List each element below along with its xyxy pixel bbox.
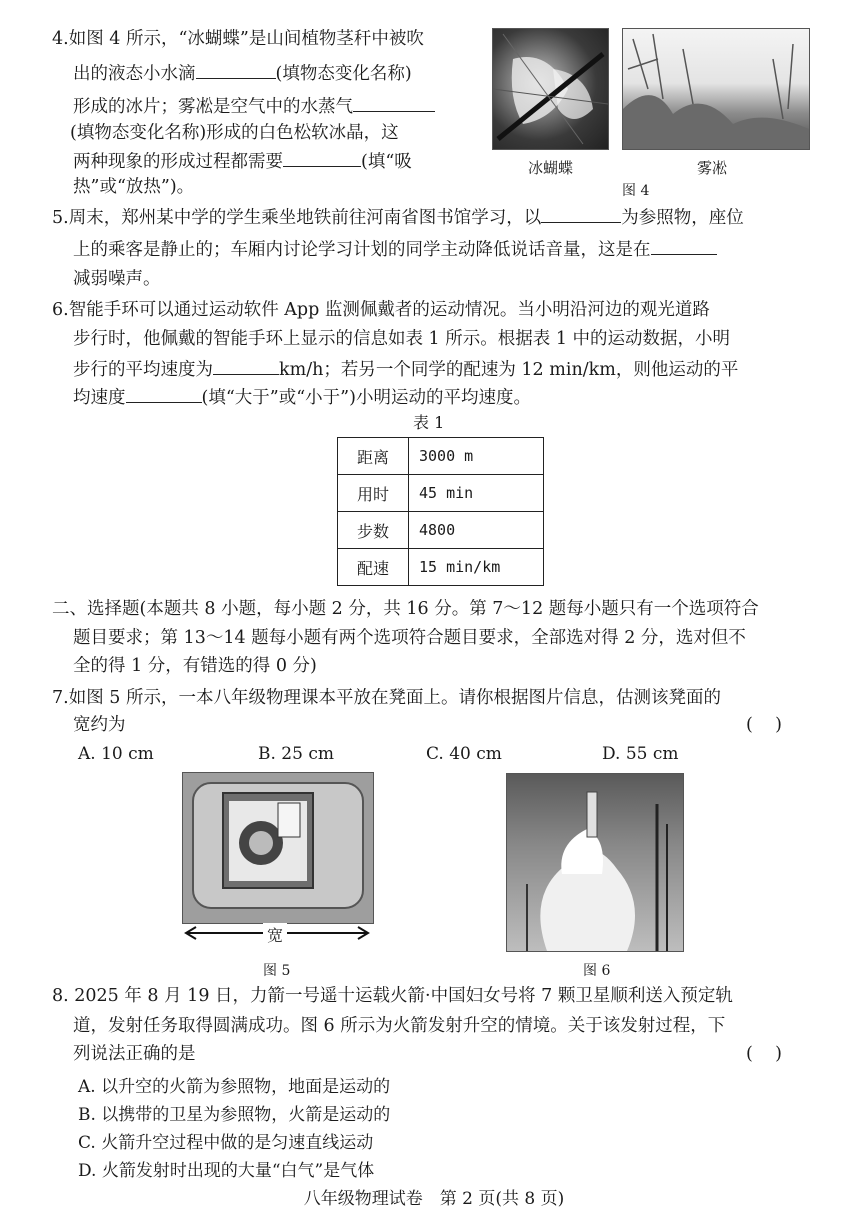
q6-text: 步行的平均速度为 — [73, 360, 213, 380]
q4-line-4: (填物态变化名称)形成的白色松软冰晶，这 — [70, 123, 399, 143]
stool-image — [183, 773, 373, 923]
q6-blank-2[interactable] — [126, 384, 202, 403]
q8-option-a[interactable]: A. 以升空的火箭为参照物，地面是运动的 — [78, 1077, 391, 1097]
q7-option-c[interactable]: C. 40 cm — [426, 744, 502, 764]
section2-line-1: 二、选择题(本题共 8 小题，每小题 2 分，共 16 分。第 7～12 题每小题只有一个选项符合 — [52, 599, 759, 619]
table-cell-value: 4800 — [409, 512, 544, 549]
fig4-caption-rime: 雾凇 — [697, 159, 728, 177]
q7-line-2: 宽约为 — [73, 715, 126, 735]
q7-answer-paren[interactable]: ( ) — [746, 715, 782, 735]
table-cell-value: 15 min/km — [409, 549, 544, 586]
rime-photo — [622, 28, 810, 150]
q5-line-2 — [73, 236, 717, 262]
q5-text: 5.周末，郑州某中学的学生乘坐地铁前往河南省图书馆学习，以 — [52, 208, 542, 228]
fig5-label: 图 5 — [263, 963, 291, 979]
table-row — [338, 512, 544, 549]
table-cell-key: 用时 — [338, 475, 409, 512]
q4-text: (填物态变化名称) — [275, 64, 412, 84]
q5-line-1 — [52, 204, 744, 230]
q4-line-2 — [73, 60, 412, 86]
table-row — [338, 438, 544, 475]
fig4-caption-ice-butterfly: 冰蝴蝶 — [528, 159, 574, 177]
page-footer: 八年级物理试卷 第 2 页(共 8 页) — [303, 1189, 565, 1209]
section2-line-2: 题目要求；第 13～14 题每小题有两个选项符合题目要求，全部选对得 2 分，选对但不 — [73, 628, 746, 648]
ice-butterfly-image — [493, 29, 608, 149]
q7-line-1: 7.如图 5 所示，一本八年级物理课本平放在凳面上。请你根据图片信息，估测该凳面的 — [52, 688, 721, 708]
q5-blank-1[interactable] — [541, 204, 621, 223]
q4-text: 形成的冰片；雾凇是空气中的水蒸气 — [73, 97, 353, 117]
q4-line-3 — [73, 93, 435, 119]
table-row — [338, 549, 544, 586]
table1-title: 表 1 — [413, 413, 445, 432]
section2-line-3: 全的得 1 分，有错选的得 0 分) — [73, 656, 317, 676]
q6-text: 均速度 — [73, 388, 126, 408]
table-cell-value: 45 min — [409, 475, 544, 512]
rime-image — [623, 29, 809, 149]
q8-answer-paren[interactable]: ( ) — [746, 1044, 782, 1064]
q4-text: (填“吸 — [361, 152, 412, 172]
table-cell-key: 步数 — [338, 512, 409, 549]
table-cell-key: 距离 — [338, 438, 409, 475]
q8-option-d[interactable]: D. 火箭发射时出现的大量“白气”是气体 — [78, 1161, 375, 1181]
q4-line-6: 热”或“放热”)。 — [73, 177, 195, 197]
fig6-label: 图 6 — [583, 963, 611, 979]
ice-butterfly-photo — [492, 28, 609, 150]
fig5-width-label: 宽 — [263, 923, 287, 946]
table-cell-value: 3000 m — [409, 438, 544, 475]
fig4-label: 图 4 — [622, 183, 650, 199]
q4-blank-3[interactable] — [283, 148, 361, 167]
q4-blank-2[interactable] — [353, 93, 435, 112]
q7-option-b[interactable]: B. 25 cm — [258, 744, 334, 764]
q6-text: (填“大于”或“小于”)小明运动的平均速度。 — [201, 388, 531, 408]
q8-option-c[interactable]: C. 火箭升空过程中做的是匀速直线运动 — [78, 1133, 374, 1153]
q8-line-2: 道，发射任务取得圆满成功。图 6 所示为火箭发射升空的情境。关于该发射过程，下 — [73, 1016, 726, 1036]
fig5-stool-photo — [182, 772, 374, 924]
q4-text: 两种现象的形成过程都需要 — [73, 152, 283, 172]
fig6-rocket-photo — [506, 773, 684, 952]
q8-line-3: 列说法正确的是 — [73, 1044, 196, 1064]
q6-line-4 — [73, 384, 531, 410]
q6-blank-1[interactable] — [213, 356, 279, 375]
table-row — [338, 475, 544, 512]
q4-line-5 — [73, 148, 412, 174]
q8-option-b[interactable]: B. 以携带的卫星为参照物，火箭是运动的 — [78, 1105, 391, 1125]
q7-option-d[interactable]: D. 55 cm — [602, 744, 679, 764]
q4-line-1: 4.如图 4 所示，“冰蝴蝶”是山间植物茎秆中被吹 — [52, 29, 424, 49]
q6-line-1: 6.智能手环可以通过运动软件 App 监测佩戴者的运动情况。当小明沿河边的观光道路 — [52, 300, 710, 320]
q6-line-3 — [73, 356, 738, 382]
q5-line-3: 减弱噪声。 — [73, 269, 161, 289]
rocket-launch-image — [507, 774, 683, 951]
q4-blank-1[interactable] — [196, 60, 276, 79]
table-cell-key: 配速 — [338, 549, 409, 586]
q5-text: 为参照物，座位 — [621, 208, 744, 228]
q6-text: km/h；若另一个同学的配速为 12 min/km，则他运动的平 — [279, 360, 739, 380]
q8-line-1: 8. 2025 年 8 月 19 日，力箭一号遥十运载火箭·中国妇女号将 7 颗卫星顺利送入预定轨 — [52, 986, 733, 1006]
table-1 — [337, 437, 544, 586]
q4-text: 出的液态小水滴 — [73, 64, 196, 84]
q6-line-2: 步行时，他佩戴的智能手环上显示的信息如表 1 所示。根据表 1 中的运动数据，小明 — [73, 329, 731, 349]
q5-blank-2[interactable] — [651, 236, 717, 255]
q5-text: 上的乘客是静止的；车厢内讨论学习计划的同学主动降低说话音量，这是在 — [73, 240, 651, 260]
q7-option-a[interactable]: A. 10 cm — [78, 744, 154, 764]
